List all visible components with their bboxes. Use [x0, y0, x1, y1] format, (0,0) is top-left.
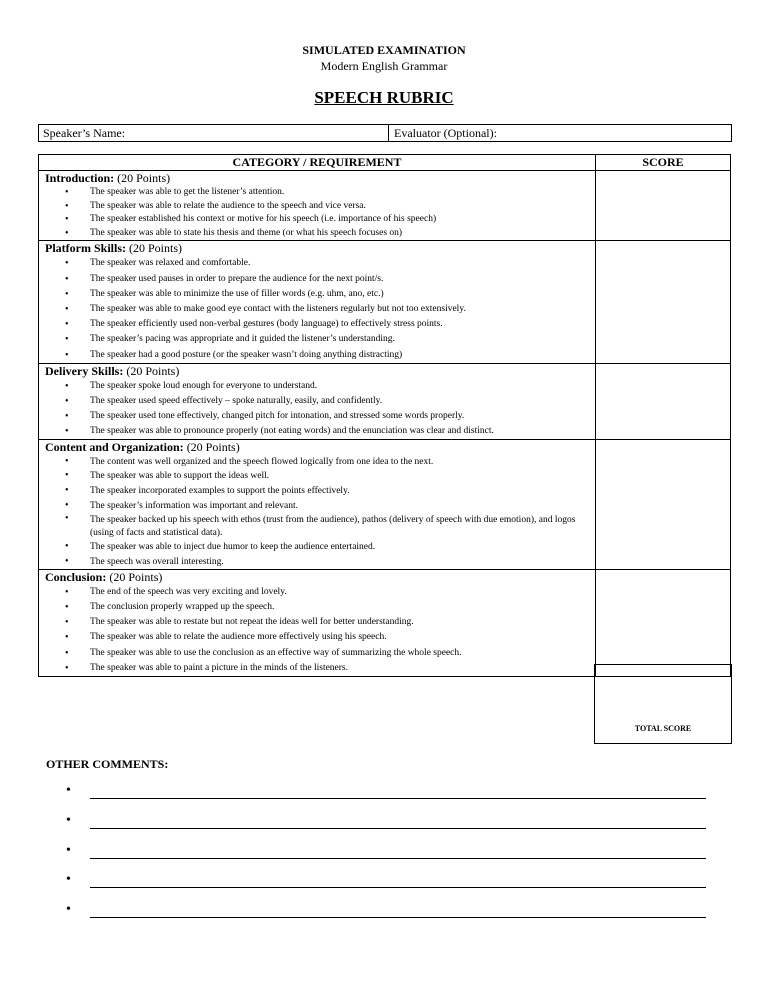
name-box [38, 124, 732, 142]
bullet-icon: • [66, 872, 71, 887]
section-row [39, 241, 731, 363]
list-item: • The speaker had a good posture (or the speaker wasn’t doing anything distracting) [39, 348, 595, 363]
comment-line[interactable] [66, 815, 706, 829]
page-title: SPEECH RUBRIC [314, 88, 454, 107]
criteria-list [39, 585, 595, 676]
criteria-list [39, 379, 595, 439]
bullet-icon: • [66, 783, 71, 798]
bullet-icon: • [66, 813, 71, 828]
list-item: • The speaker efficiently used non-verbal gestures (body language) to effectively stress points. [39, 317, 595, 332]
section-title: Platform Skills: (20 Points) [45, 241, 183, 256]
bullet-icon: • [66, 902, 71, 917]
criteria-list [39, 256, 595, 362]
list-item: • The speaker was able to restate but not repeat the ideas well for better understanding. [39, 615, 595, 630]
section-title: Introduction: (20 Points) [45, 171, 171, 185]
list-item: • The conclusion properly wrapped up the speech. [39, 600, 595, 615]
comment-line[interactable] [66, 845, 706, 859]
speaker-name-label: Speaker’s Name: [43, 126, 126, 140]
evaluator-label: Evaluator (Optional): [394, 126, 497, 140]
list-item: • The speaker was able to make good eye contact with the listeners regularly but not too extensively. [39, 302, 595, 317]
bullet-icon: • [66, 843, 71, 858]
section-row [39, 171, 731, 241]
list-item: • The speaker’s information was important and relevant. [39, 499, 595, 514]
list-item: • The speaker was able to inject due humor to keep the audience entertained. [39, 540, 595, 555]
total-score-box[interactable] [594, 664, 732, 744]
score-header: SCORE [596, 155, 731, 171]
list-item: • The speaker was able to get the listener’s attention. [39, 186, 595, 200]
section-row [39, 363, 731, 439]
exam-title: SIMULATED EXAMINATION [302, 43, 466, 57]
list-item: • The speaker backed up his speech with ethos (trust from the audience), pathos (delivery of speech with due emotion), and logos (using of facts and statistical data). [39, 513, 595, 540]
section-title: Content and Organization: (20 Points) [45, 439, 240, 454]
score-cell[interactable] [596, 570, 731, 677]
section-title: Conclusion: (20 Points) [45, 570, 163, 585]
list-item: • The speaker used pauses in order to prepare the audience for the next point/s. [39, 272, 595, 287]
criteria-list [39, 186, 595, 240]
list-item: • The speaker incorporated examples to support the points effectively. [39, 484, 595, 499]
criteria-list [39, 455, 595, 569]
score-cell[interactable] [596, 171, 731, 241]
list-item: • The speaker used tone effectively, changed pitch for intonation, and stressed some words properly. [39, 409, 595, 424]
list-item: • The speaker was relaxed and comfortable. [39, 256, 595, 271]
score-cell[interactable] [596, 363, 731, 439]
list-item: • The speech was overall interesting. [39, 555, 595, 570]
score-cell[interactable] [596, 439, 731, 569]
comment-line[interactable] [66, 904, 706, 918]
section-row [39, 570, 731, 677]
list-item: • The speaker used speed effectively – spoke naturally, easily, and confidently. [39, 394, 595, 409]
list-item: • The end of the speech was very exciting and lovely. [39, 585, 595, 600]
list-item: • The speaker spoke loud enough for everyone to understand. [39, 379, 595, 394]
list-item: • The speaker was able to use the conclusion as an effective way of summarizing the whole speech. [39, 646, 595, 661]
score-cell[interactable] [596, 241, 731, 363]
other-comments-title: OTHER COMMENTS: [46, 757, 169, 771]
list-item: • The speaker was able to minimize the use of filler words (e.g. uhm, ano, etc.) [39, 287, 595, 302]
evaluator-field[interactable] [389, 125, 731, 141]
list-item: • The speaker was able to state his thesis and theme (or what his speech focuses on) [39, 227, 595, 241]
speaker-name-field[interactable] [39, 125, 389, 141]
comment-line[interactable] [66, 785, 706, 799]
list-item: • The speaker was able to relate the audience to the speech and vice versa. [39, 200, 595, 214]
comment-line[interactable] [66, 874, 706, 888]
section-title: Delivery Skills: (20 Points) [45, 363, 180, 378]
rubric-table [38, 154, 731, 677]
list-item: • The speaker was able to support the ideas well. [39, 469, 595, 484]
section-row [39, 439, 731, 569]
course-name: Modern English Grammar [320, 59, 448, 73]
category-header: CATEGORY / REQUIREMENT [39, 155, 596, 171]
list-item: • The speaker was able to relate the audience more effectively using his speech. [39, 630, 595, 645]
total-score-label: TOTAL SCORE [634, 724, 692, 733]
list-item: • The speaker was able to paint a picture in the minds of the listeners. [39, 661, 595, 676]
list-item: • The speaker’s pacing was appropriate and it guided the listener’s understanding. [39, 332, 595, 347]
list-item: • The speaker established his context or motive for his speech (i.e. importance of his speech) [39, 213, 595, 227]
list-item: • The content was well organized and the speech flowed logically from one idea to the next. [39, 455, 595, 470]
list-item: • The speaker was able to pronounce properly (not eating words) and the enunciation was clear and distinct. [39, 424, 595, 439]
